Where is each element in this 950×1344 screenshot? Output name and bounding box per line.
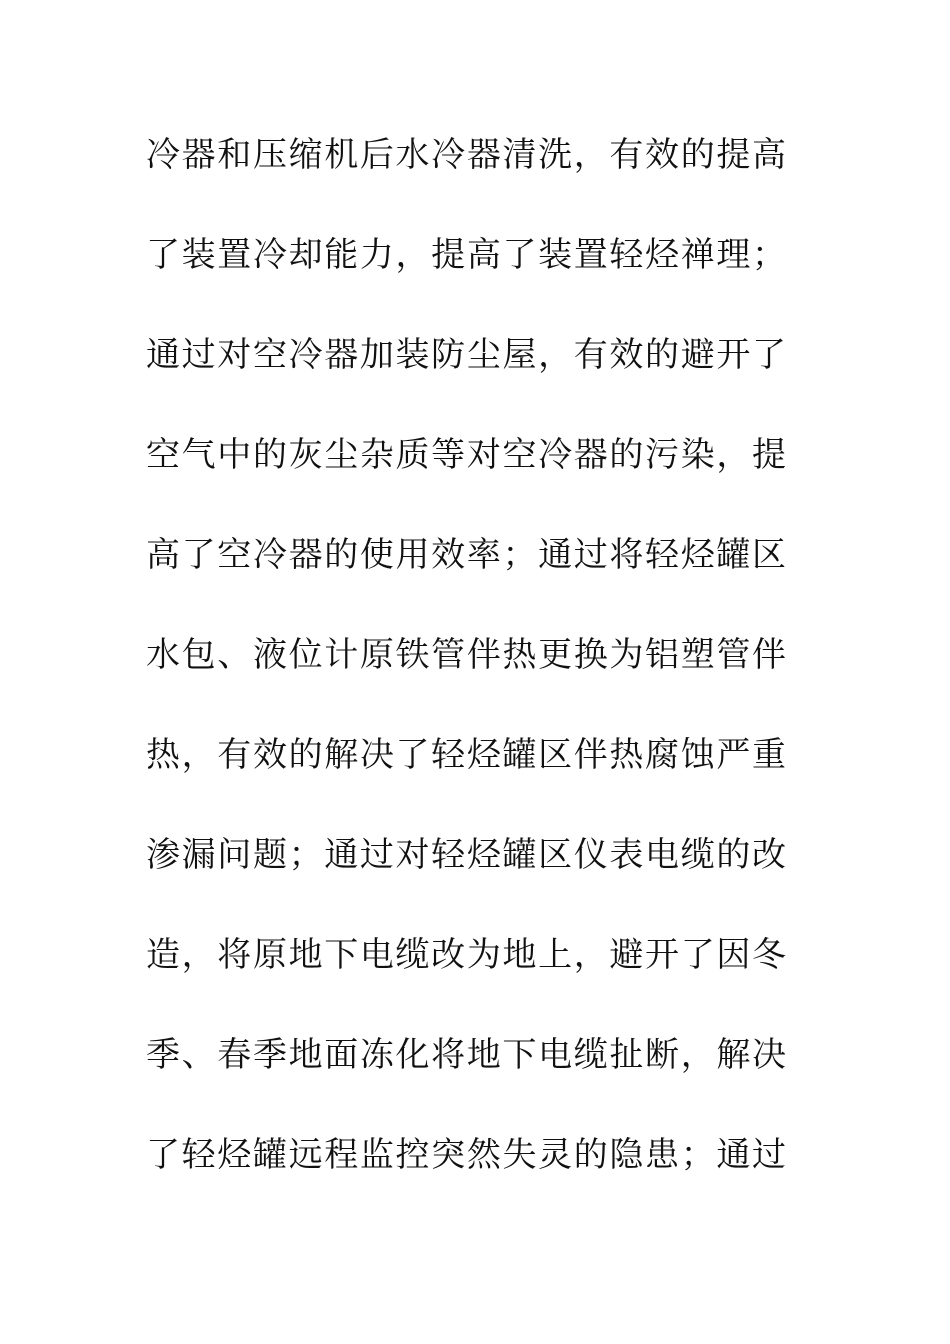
body-text xyxy=(146,126,786,1226)
text-line: 高了空冷器的使用效率；通过将轻烃罐区 xyxy=(146,535,786,575)
text-line: 渗漏问题；通过对轻烃罐区仪表电缆的改 xyxy=(146,835,786,875)
text-line: 空气中的灰尘杂质等对空冷器的污染，提 xyxy=(146,435,786,475)
text-line: 造，将原地下电缆改为地上，避开了因冬 xyxy=(146,935,786,975)
text-line: 通过对空冷器加装防尘屋，有效的避开了 xyxy=(146,335,786,375)
text-line: 水包、液位计原铁管伴热更换为铝塑管伴 xyxy=(146,635,786,675)
text-line: 热，有效的解决了轻烃罐区伴热腐蚀严重 xyxy=(146,735,786,775)
text-line: 季、春季地面冻化将地下电缆扯断，解决 xyxy=(146,1035,786,1075)
text-line: 了轻烃罐远程监控突然失灵的隐患；通过 xyxy=(146,1135,786,1175)
text-line: 了装置冷却能力，提高了装置轻烃禅理； xyxy=(146,235,786,275)
text-line: 冷器和压缩机后水冷器清洗，有效的提高 xyxy=(146,135,786,175)
